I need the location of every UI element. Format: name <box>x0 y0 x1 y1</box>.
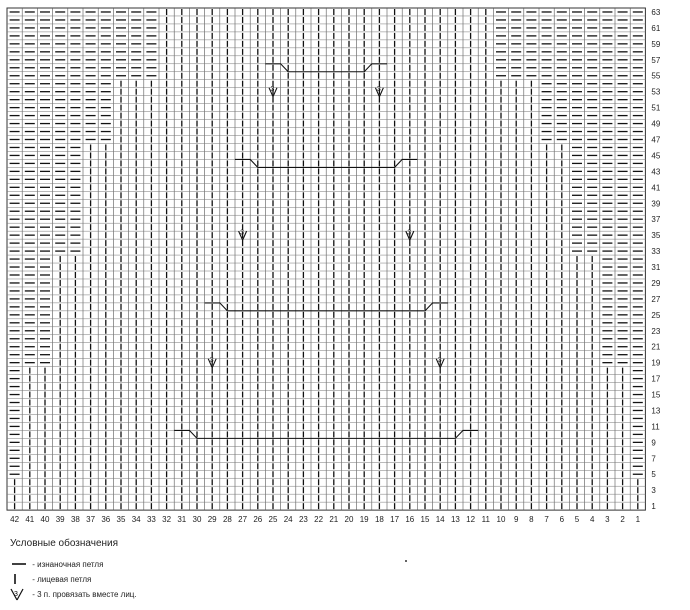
row-number: 37 <box>651 215 661 225</box>
column-number: 2 <box>620 515 625 525</box>
legend-title: Условные обозначения <box>10 538 119 549</box>
purl-dash-icon <box>10 558 30 570</box>
row-number: 33 <box>651 247 661 257</box>
row-number: 41 <box>651 183 661 193</box>
legend-item-knit-text: - лицевая петля <box>32 574 92 584</box>
column-number: 17 <box>390 515 400 525</box>
column-number: 32 <box>162 515 172 525</box>
row-number: 11 <box>651 422 660 432</box>
column-number: 40 <box>40 515 50 525</box>
column-number: 23 <box>298 515 308 525</box>
column-number: 7 <box>544 515 549 525</box>
column-number: 34 <box>131 515 141 525</box>
row-number: 35 <box>651 231 661 241</box>
row-number: 23 <box>651 326 661 336</box>
row-number: 61 <box>651 23 661 33</box>
column-number: 5 <box>574 515 580 525</box>
row-number: 29 <box>651 278 661 288</box>
column-number: 16 <box>405 515 415 525</box>
legend-item-k3tog-text: - 3 п. провязать вместе лиц. <box>32 589 137 599</box>
row-number: 3 <box>651 486 656 496</box>
column-number: 3 <box>605 515 610 525</box>
column-number: 12 <box>466 515 476 525</box>
legend-item-knit <box>10 573 91 587</box>
row-numbers <box>651 8 660 511</box>
column-number: 29 <box>207 515 217 525</box>
legend-item-purl-text: - изнаночная петля <box>32 559 104 569</box>
row-number: 25 <box>651 310 661 320</box>
row-number: 7 <box>651 454 656 464</box>
column-numbers <box>10 515 640 524</box>
row-number: 55 <box>651 71 661 81</box>
column-number: 11 <box>481 515 490 525</box>
column-number: 30 <box>192 515 202 525</box>
column-number: 41 <box>25 515 35 525</box>
row-number: 9 <box>651 438 656 448</box>
column-number: 19 <box>359 515 369 525</box>
row-number: 43 <box>651 167 661 177</box>
row-number: 5 <box>651 470 656 480</box>
knit-bar-icon <box>10 573 30 585</box>
row-number: 51 <box>651 103 661 113</box>
column-number: 42 <box>10 515 20 525</box>
row-number: 15 <box>651 390 661 400</box>
column-number: 33 <box>146 515 156 525</box>
legend-item-k3tog <box>10 588 137 602</box>
row-number: 45 <box>651 151 661 161</box>
row-number: 57 <box>651 55 661 65</box>
legend <box>10 538 410 608</box>
row-number: 27 <box>651 294 661 304</box>
k3tog-label: 3 <box>376 86 381 94</box>
column-number: 22 <box>314 515 324 525</box>
column-number: 18 <box>374 515 384 525</box>
column-number: 35 <box>116 515 126 525</box>
row-number: 49 <box>651 119 661 129</box>
k3tog-icon <box>10 588 30 600</box>
row-number: 21 <box>651 342 661 352</box>
row-number: 47 <box>651 135 661 145</box>
k3tog-badge: 3 <box>14 591 18 598</box>
column-number: 4 <box>589 515 595 525</box>
column-number: 15 <box>420 515 430 525</box>
column-number: 31 <box>177 515 187 525</box>
k3tog-label: 3 <box>209 357 214 365</box>
column-number: 38 <box>70 515 80 525</box>
k3tog-label: 3 <box>270 86 275 94</box>
k3tog-label: 3 <box>240 229 245 237</box>
row-number: 19 <box>651 358 661 368</box>
row-number: 1 <box>651 502 656 512</box>
row-number: 53 <box>651 87 661 97</box>
column-number: 10 <box>496 515 506 525</box>
column-number: 8 <box>529 515 534 525</box>
stray-dot <box>405 560 407 562</box>
row-number: 17 <box>651 374 661 384</box>
column-number: 24 <box>283 515 293 525</box>
column-number: 36 <box>101 515 111 525</box>
k3tog-label: 3 <box>407 229 412 237</box>
row-number: 39 <box>651 199 661 209</box>
legend-item-purl <box>10 558 103 572</box>
column-number: 9 <box>513 515 519 525</box>
column-number: 39 <box>55 515 65 525</box>
column-number: 26 <box>253 515 263 525</box>
row-number: 13 <box>651 406 661 416</box>
column-number: 27 <box>238 515 248 525</box>
column-number: 28 <box>222 515 232 525</box>
column-number: 14 <box>435 515 445 525</box>
row-number: 63 <box>651 7 661 17</box>
column-number: 21 <box>329 515 339 525</box>
column-number: 6 <box>559 515 565 525</box>
row-number: 59 <box>651 39 661 49</box>
column-number: 25 <box>268 515 278 525</box>
column-number: 37 <box>86 515 96 525</box>
column-number: 1 <box>635 515 641 525</box>
column-number: 20 <box>344 515 354 525</box>
column-number: 13 <box>450 515 460 525</box>
k3tog-label: 3 <box>437 357 442 365</box>
row-number: 31 <box>651 263 661 273</box>
